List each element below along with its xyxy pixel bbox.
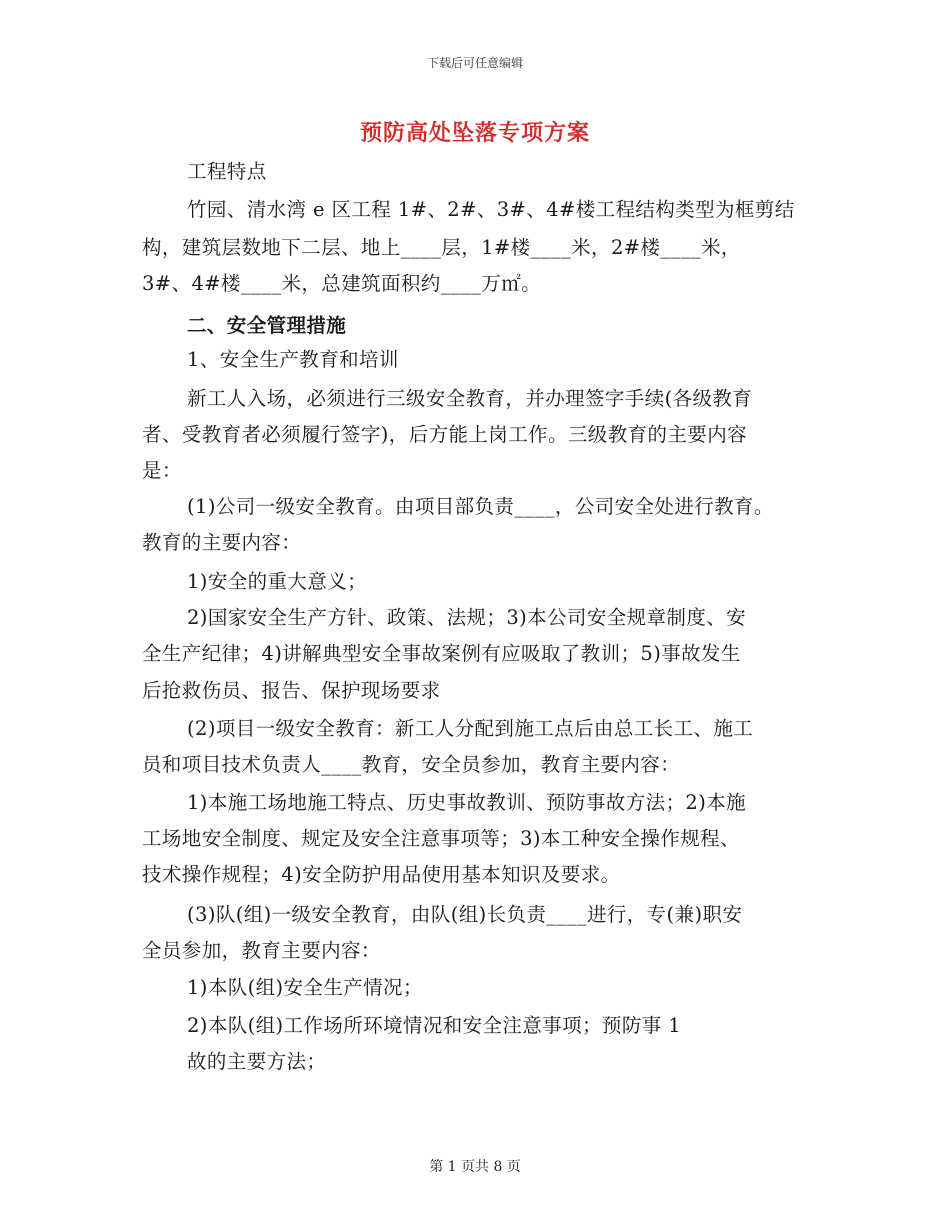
paragraph-line: (2)项目一级安全教育：新工人分配到施工点后由总工长工、施工 (187, 717, 754, 740)
paragraph-line: 竹园、清水湾 e 区工程 1#、2#、3#、4#楼工程结构类型为框剪结 (187, 198, 795, 221)
paragraph-line: 技术操作规程；4)安全防护用品使用基本知识及要求。 (142, 863, 621, 886)
section-heading: 二、安全管理措施 (187, 314, 347, 337)
paragraph-line: (1)公司一级安全教育。由项目部负责____，公司安全处进行教育。 (187, 495, 774, 518)
page-footer: 第 1 页共 8 页 (429, 1159, 521, 1175)
document-title: 预防高处坠落专项方案 (359, 120, 590, 146)
section-heading: 工程特点 (187, 160, 267, 183)
paragraph-line: 构，建筑层数地下二层、地上____层，1#楼____米，2#楼____米， (142, 236, 741, 259)
paragraph-line: 后抢救伤员、报告、保护现场要求 (142, 679, 441, 702)
list-item: 2)国家安全生产方针、政策、法规；3)本公司安全规章制度、安 (187, 606, 747, 629)
paragraph-line: 全生产纪律；4)讲解典型安全事故案例有应吸取了教训；5)事故发生 (142, 642, 741, 665)
header-note: 下载后可任意编辑 (426, 56, 523, 70)
paragraph-line: 工场地安全制度、规定及安全注意事项等；3)本工种安全操作规程、 (142, 827, 740, 850)
list-item: 1)安全的重大意义； (187, 570, 368, 593)
paragraph-line: 3#、4#楼____米，总建筑面积约____万㎡。 (142, 272, 541, 295)
paragraph-line: 新工人入场，必须进行三级安全教育，并办理签字手续(各级教育 (187, 387, 753, 410)
paragraph-line: 教育的主要内容： (142, 531, 302, 554)
list-item: 1)本队(组)安全生产情况； (187, 976, 423, 999)
paragraph-line: 员和项目技术负责人____教育，安全员参加，教育主要内容： (142, 753, 681, 776)
list-item: 2)本队(组)工作场所环境情况和安全注意事项；预防事 1 (187, 1014, 682, 1037)
paragraph-line: 全员参加，教育主要内容： (142, 939, 381, 962)
paragraph-line: 是： (142, 459, 182, 482)
paragraph-line: (3)队(组)一级安全教育，由队(组)长负责____进行，专(兼)职安 (187, 903, 743, 926)
list-item: 1)本施工场地施工特点、历史事故教训、预防事故方法；2)本施 (187, 791, 747, 814)
subsection-heading: 1、安全生产教育和培训 (187, 348, 399, 371)
paragraph-line: 者、受教育者必须履行签字)，后方能上岗工作。三级教育的主要内容 (142, 423, 748, 446)
paragraph-line: 故的主要方法； (187, 1050, 327, 1073)
